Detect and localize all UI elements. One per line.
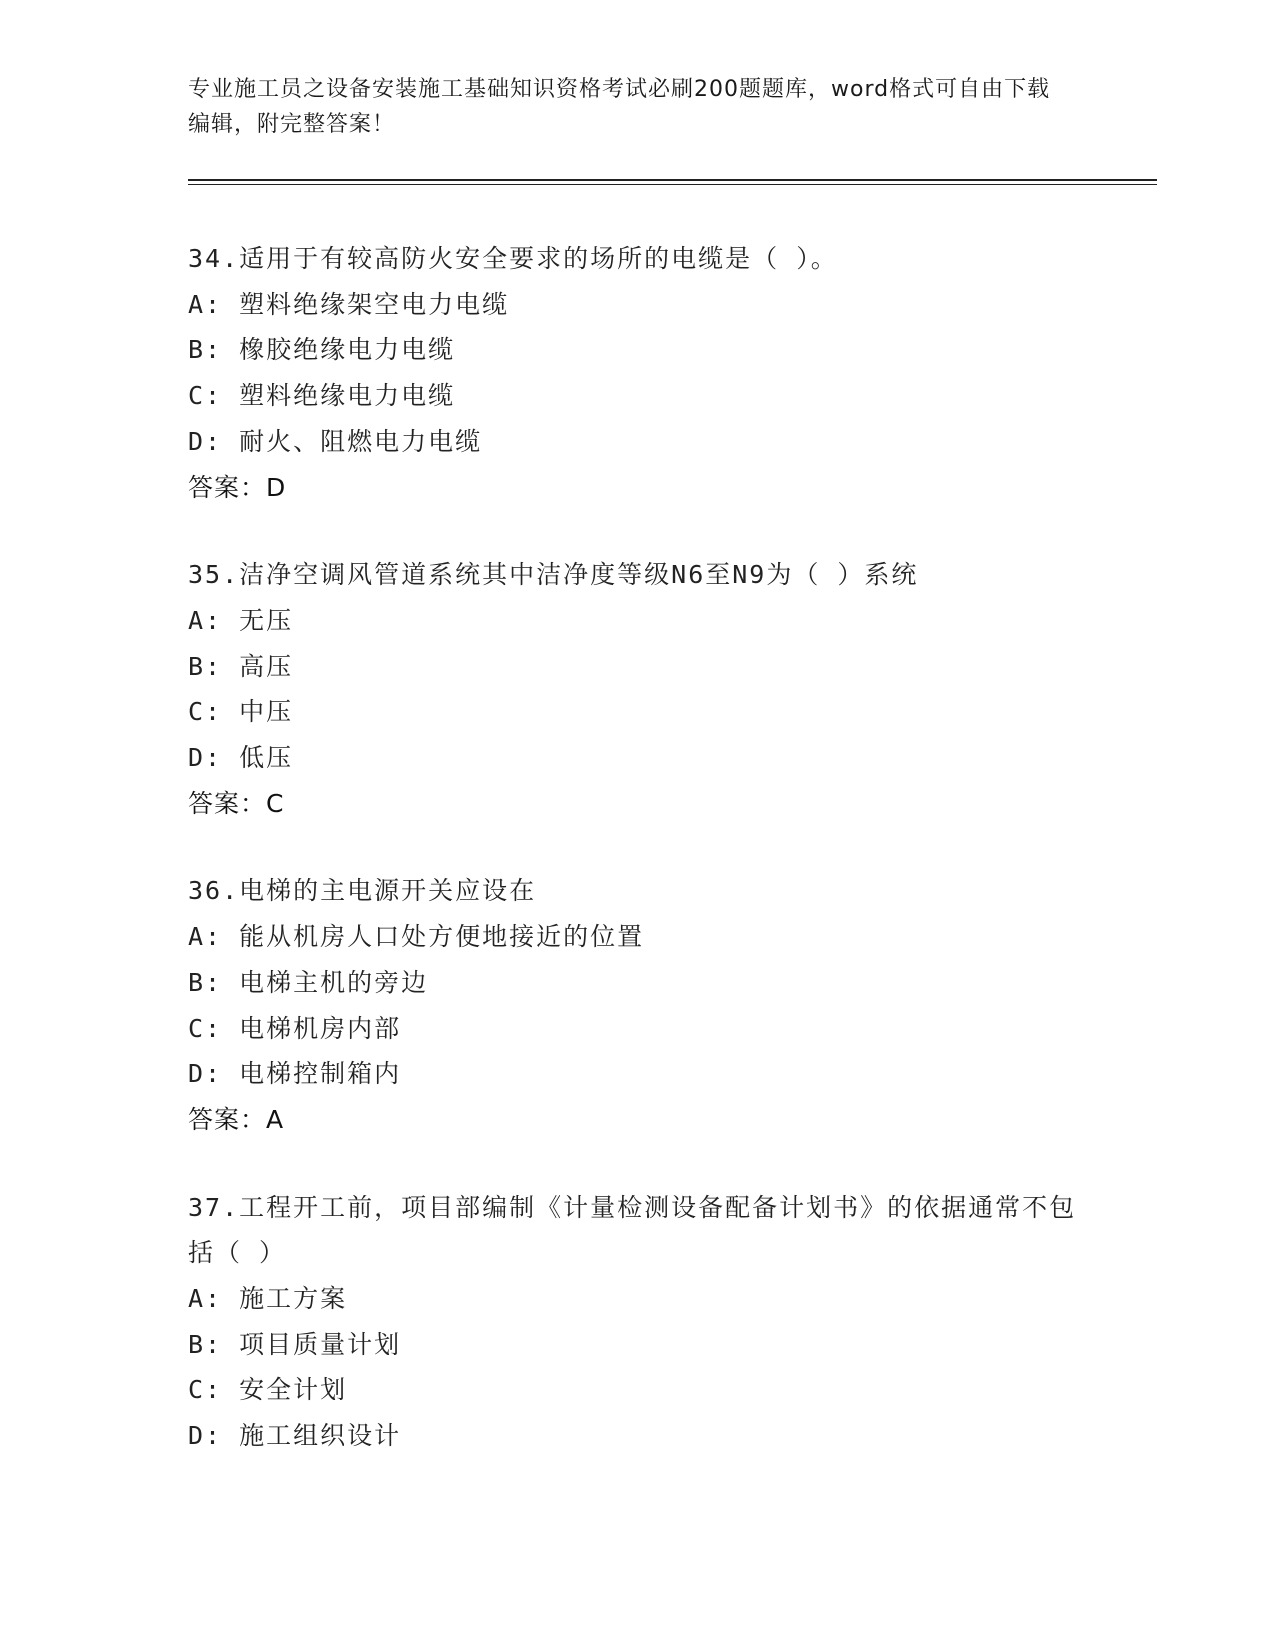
question-stem: 37.工程开工前，项目部编制《计量检测设备配备计划书》的依据通常不包括（ ） xyxy=(188,1192,1077,1268)
question-stem: 34.适用于有较高防火安全要求的场所的电缆是（ ）。 xyxy=(188,244,838,273)
answer-line: 答案：D xyxy=(188,472,287,502)
option-d: D: 耐火、阻燃电力电缆 xyxy=(188,426,483,456)
question-37 xyxy=(188,1185,1088,1459)
option-b: B: 高压 xyxy=(188,651,294,681)
question-list xyxy=(188,236,1088,1501)
option-a: A: 无压 xyxy=(188,605,294,635)
option-a: A: 施工方案 xyxy=(188,1284,348,1314)
question-35 xyxy=(188,552,1088,826)
option-d: D: 施工组织设计 xyxy=(188,1421,402,1451)
option-b: B: 项目质量计划 xyxy=(188,1329,402,1359)
option-d: D: 低压 xyxy=(188,743,294,773)
question-stem: 36.电梯的主电源开关应设在 xyxy=(188,876,537,906)
option-a: A: 塑料绝缘架空电力电缆 xyxy=(188,289,510,319)
header-divider-thin xyxy=(188,184,1157,185)
header-divider xyxy=(188,179,1157,181)
answer-line: 答案：C xyxy=(188,788,285,818)
question-36 xyxy=(188,868,1088,1142)
answer-line: 答案：A xyxy=(188,1104,285,1134)
option-c: C: 中压 xyxy=(188,697,294,727)
option-d: D: 电梯控制箱内 xyxy=(188,1059,402,1089)
option-b: B: 橡胶绝缘电力电缆 xyxy=(188,335,456,365)
question-stem: 35.洁净空调风管道系统其中洁净度等级N6至N9为（ ）系统 xyxy=(188,560,919,590)
option-c: C: 安全计划 xyxy=(188,1375,348,1405)
option-c: C: 电梯机房内部 xyxy=(188,1013,402,1043)
question-34 xyxy=(188,236,1088,510)
option-a: A: 能从机房人口处方便地接近的位置 xyxy=(188,922,645,952)
option-b: B: 电梯主机的旁边 xyxy=(188,967,429,997)
option-c: C: 塑料绝缘电力电缆 xyxy=(188,381,456,411)
document-header: 专业施工员之设备安装施工基础知识资格考试必刷200题题库，word格式可自由下载编辑，附完整答案！ xyxy=(188,77,1051,137)
